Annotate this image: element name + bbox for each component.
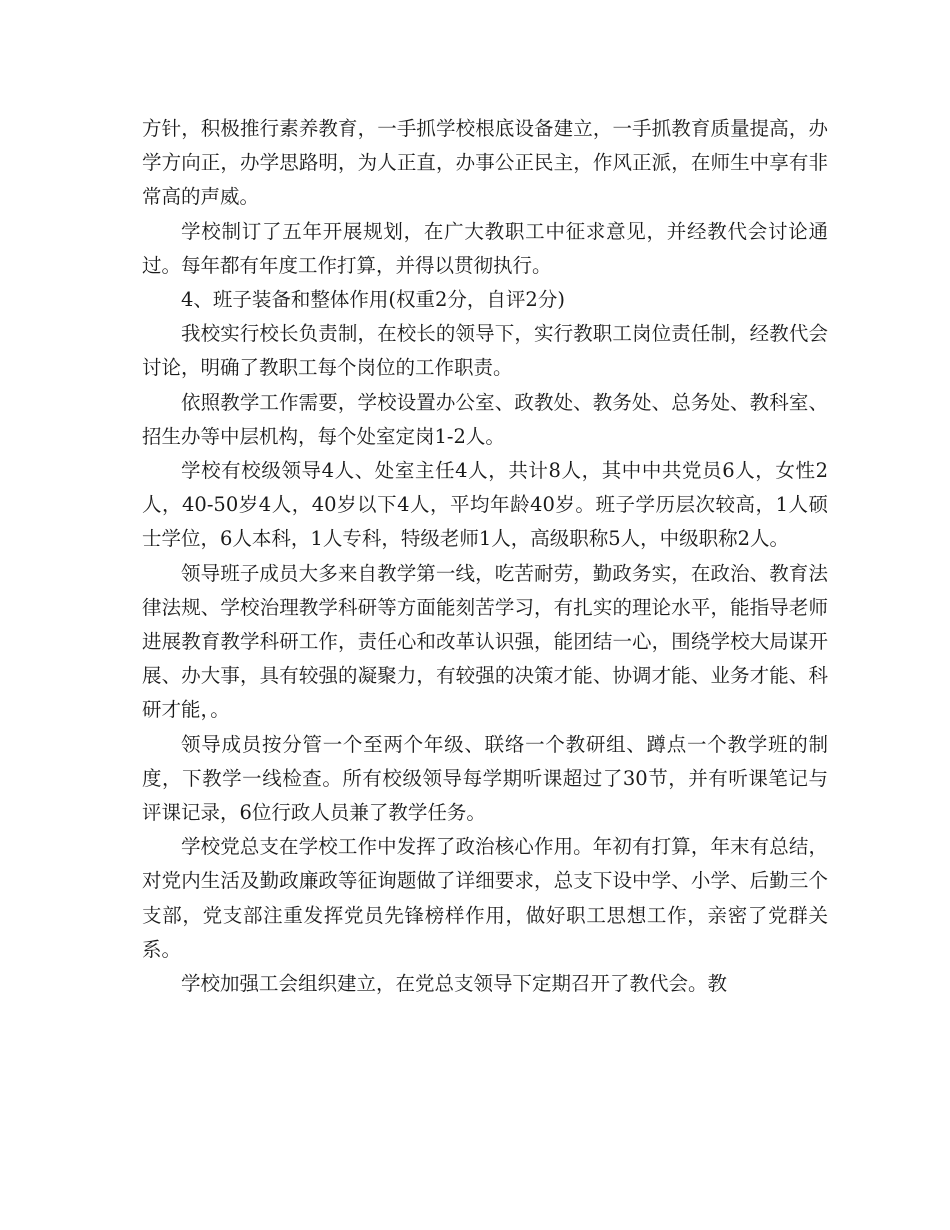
- paragraph-4: 我校实行校长负责制，在校长的领导下，实行教职工岗位责任制，经教代会讨论，明确了教职工每个岗位的工作职责。: [142, 322, 828, 380]
- section-heading-4: 4、班子装备和整体作用(权重2分，自评2分): [181, 288, 565, 312]
- paragraph-9: 学校党总支在学校工作中发挥了政治核心作用。年初有打算，年末有总结，对党内生活及勤政廉政等征询题做了详细要求，总支下设中学、小学、后勤三个支部，党支部注重发挥党员先锋榜样作用，做好职工思想工作，亲密了党群关系。: [142, 835, 828, 961]
- paragraph-6: 学校有校级领导4人、处室主任4人，共计8人，其中中共党员6人，女性2人，40-50岁4人，40岁以下4人，平均年龄40岁。班子学历层次较高，1人硕士学位，6人本科，1人专科，特级老师1人，高级职称5人，中级职称2人。: [142, 459, 828, 551]
- paragraph-8: 领导成员按分管一个至两个年级、联络一个教研组、蹲点一个教学班的制度，下教学一线检查。所有校级领导每学期听课超过了30节，并有听课笔记与评课记录，6位行政人员兼了教学任务。: [142, 732, 828, 825]
- paragraph-5: 依照教学工作需要，学校设置办公室、政教处、教务处、总务处、教科室、招生办等中层机构，每个处室定岗1-2人。: [142, 390, 828, 448]
- paragraph-1: 方针，积极推行素养教育，一手抓学校根底设备建立，一手抓教育质量提高，办学方向正，办学思路明，为人正直，办事公正民主，作风正派，在师生中享有非常高的声威。: [142, 117, 828, 209]
- paragraph-10: 学校加强工会组织建立，在党总支领导下定期召开了教代会。教: [181, 972, 728, 996]
- paragraph-7: 领导班子成员大多来自教学第一线，吃苦耐劳，勤政务实，在政治、教育法律法规、学校治理教学科研等方面能刻苦学习，有扎实的理论水平，能指导老师进展教育教学科研工作，责任心和改革认识强，能团结一心，围绕学校大局谋开展、办大事，具有较强的凝聚力，有较强的决策才能、协调才能、业务才能、科研才能，。: [142, 561, 828, 722]
- document-body: [142, 112, 828, 1001]
- paragraph-2: 学校制订了五年开展规划，在广大教职工中征求意见，并经教代会讨论通过。每年都有年度工作打算，并得以贯彻执行。: [142, 219, 828, 277]
